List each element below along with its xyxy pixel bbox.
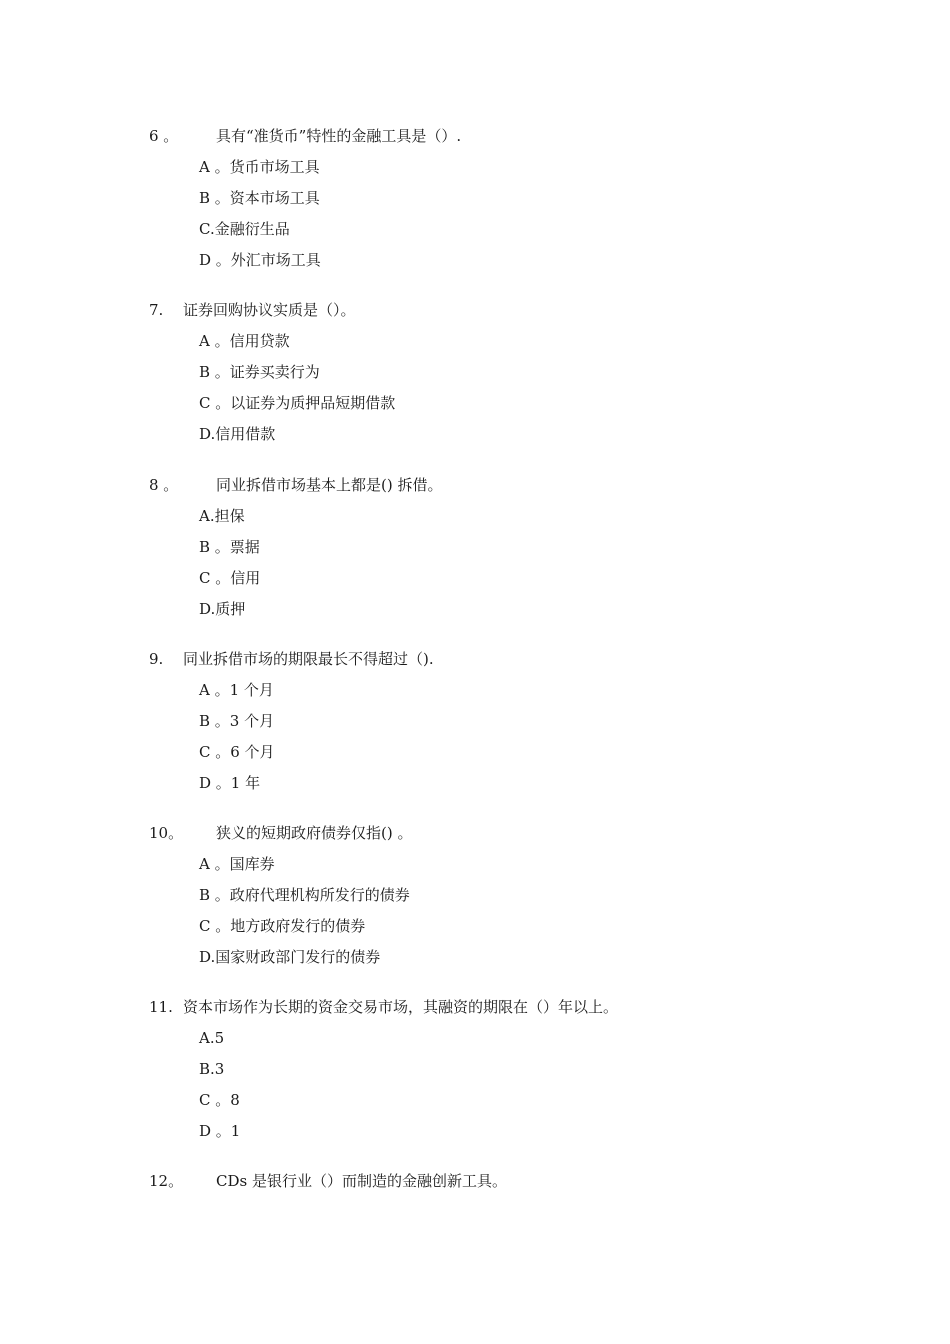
option-d: D.国家财政部门发行的债券 [199, 948, 381, 966]
question-10 [149, 818, 869, 973]
question-9 [149, 644, 869, 799]
option-b: B 。票据 [199, 538, 260, 556]
question-number: 9. [149, 650, 164, 668]
option-a: A 。信用贷款 [199, 332, 290, 350]
question-text: 资本市场作为长期的资金交易市场，其融资的期限在（）年以上。 [183, 998, 619, 1016]
option-a: A.担保 [199, 507, 245, 525]
question-stem [149, 470, 869, 501]
question-number: 6 。 [149, 127, 179, 145]
question-text: 同业拆借市场基本上都是() 拆借。 [216, 476, 443, 494]
option-a: A 。国库券 [199, 855, 275, 873]
question-text: CDs 是银行业（）而制造的金融创新工具。 [216, 1172, 507, 1190]
question-stem [149, 992, 869, 1023]
option-b: B 。资本市场工具 [199, 189, 320, 207]
option-d: D 。1 年 [199, 774, 261, 792]
question-8 [149, 470, 869, 625]
option-d: D 。1 [199, 1122, 241, 1140]
question-6 [149, 121, 869, 276]
question-stem [149, 295, 869, 326]
question-stem [149, 121, 869, 152]
question-text: 同业拆借市场的期限最长不得超过（). [183, 650, 434, 668]
option-b: B 。3 个月 [199, 712, 275, 730]
option-c: C.金融衍生品 [199, 220, 290, 238]
question-number: 11. [149, 998, 173, 1016]
question-text: 证券回购协议实质是（）。 [183, 301, 356, 319]
option-d: D.质押 [199, 600, 246, 618]
question-text: 狭义的短期政府债券仅指() 。 [216, 824, 413, 842]
option-c: C 。信用 [199, 569, 261, 587]
question-7 [149, 295, 869, 450]
question-number: 10。 [149, 824, 184, 842]
question-11 [149, 992, 869, 1147]
option-a: A 。货币市场工具 [199, 158, 320, 176]
option-c: C 。地方政府发行的债券 [199, 917, 366, 935]
question-number: 12。 [149, 1172, 184, 1190]
question-12 [149, 1166, 869, 1197]
question-number: 8 。 [149, 476, 179, 494]
option-c: C 。以证券为质押品短期借款 [199, 394, 396, 412]
option-a: A 。1 个月 [199, 681, 274, 699]
question-text: 具有“准货币”特性的金融工具是（）. [216, 127, 462, 145]
option-b: B.3 [199, 1060, 225, 1078]
option-a: A.5 [199, 1029, 225, 1047]
option-b: B 。政府代理机构所发行的债券 [199, 886, 410, 904]
option-c: C 。8 [199, 1091, 240, 1109]
option-b: B 。证券买卖行为 [199, 363, 320, 381]
question-stem [149, 644, 869, 675]
question-stem [149, 818, 869, 849]
option-d: D.信用借款 [199, 425, 276, 443]
option-c: C 。6 个月 [199, 743, 275, 761]
question-number: 7. [149, 301, 164, 319]
question-stem [149, 1166, 869, 1197]
option-d: D 。外汇市场工具 [199, 251, 321, 269]
